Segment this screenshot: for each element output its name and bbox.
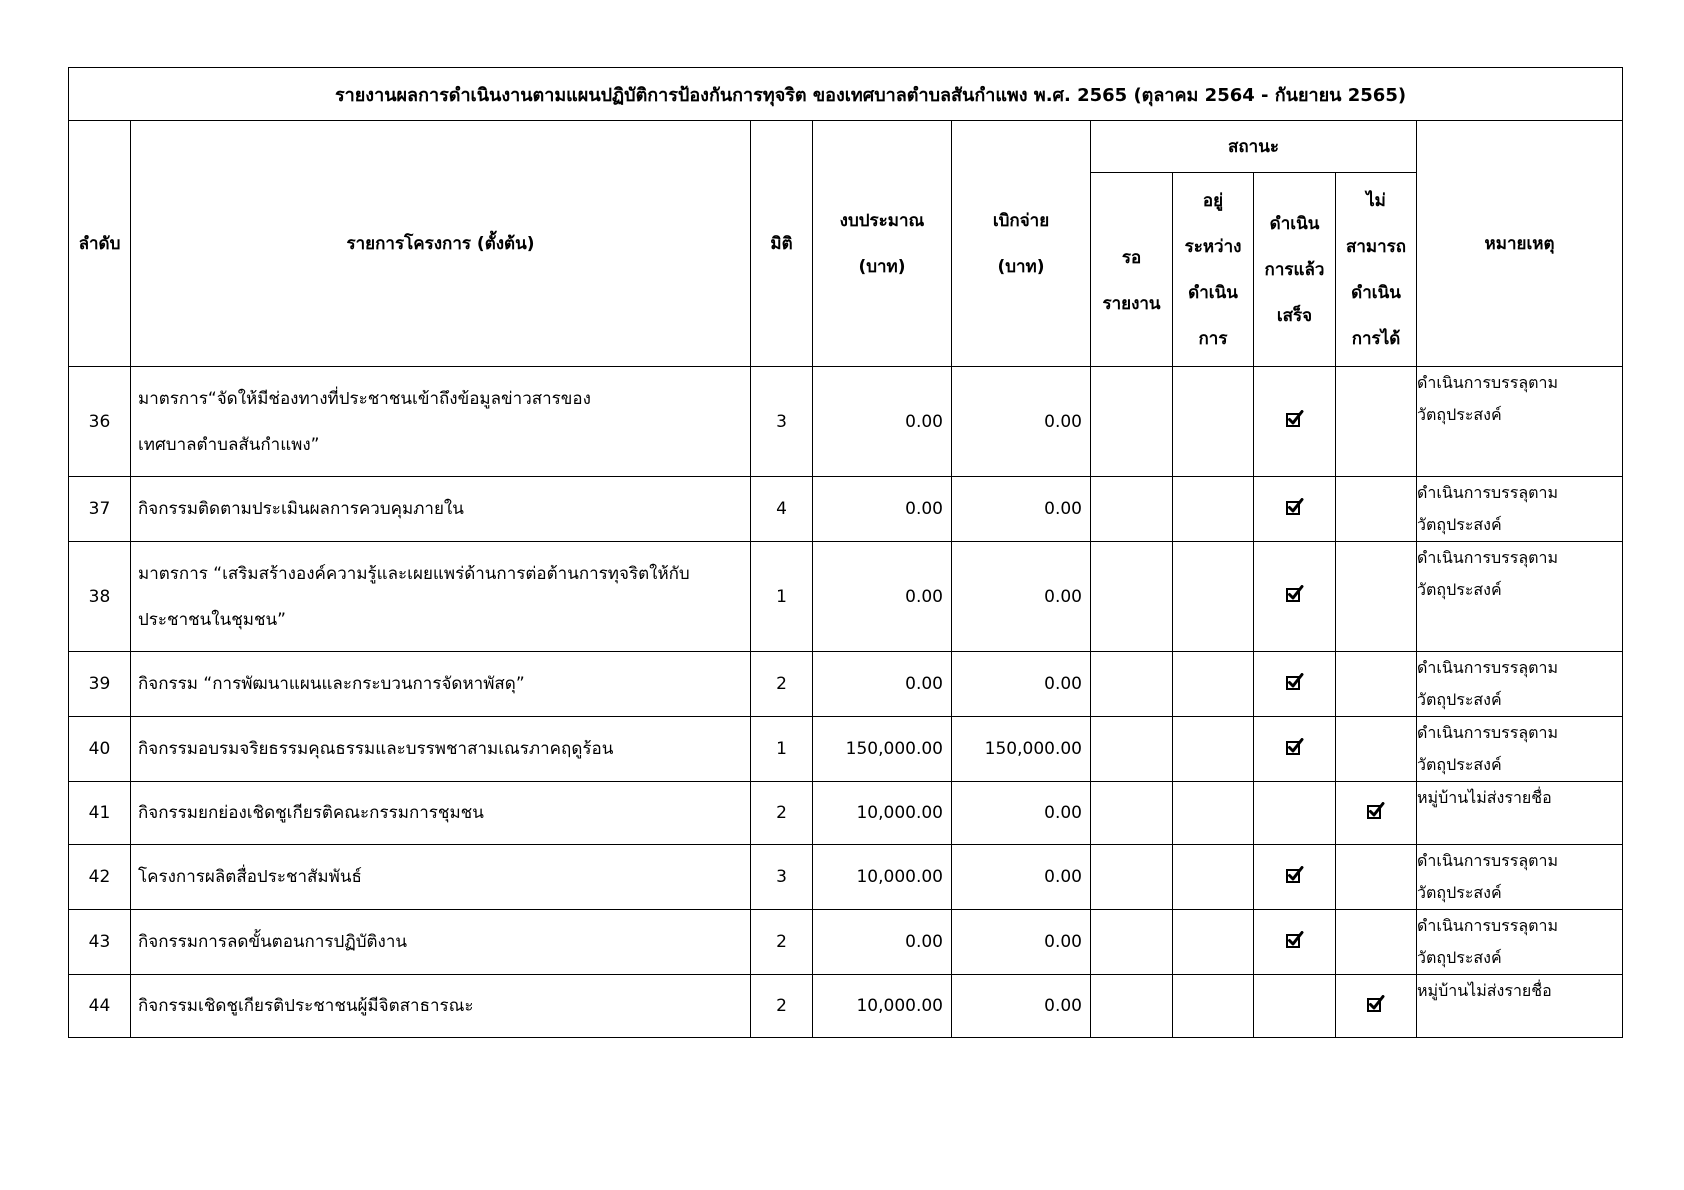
status-done-cell [1254, 367, 1336, 477]
status-inprogress-cell [1173, 975, 1254, 1038]
status-inprogress-cell [1173, 717, 1254, 782]
spent-value: 0.00 [952, 542, 1091, 652]
remark-line1: หมู่บ้านไม่ส่งรายชื่อ [1417, 981, 1552, 1000]
status-inprogress-cell [1173, 477, 1254, 542]
status-done-cell [1254, 782, 1336, 845]
remark-cell [1417, 717, 1623, 782]
status-inprogress-cell [1173, 845, 1254, 910]
header-failed-line4: การได้ [1351, 328, 1401, 349]
status-pending-cell [1091, 910, 1173, 975]
header-dimension: มิติ [751, 121, 813, 367]
status-pending-cell [1091, 975, 1173, 1038]
remark-line2: วัตถุประสงค์ [1417, 515, 1502, 534]
remark-line2: วัตถุประสงค์ [1417, 948, 1502, 967]
row-number: 40 [69, 717, 131, 782]
project-name [131, 975, 751, 1038]
header-inprogress-line2: ระหว่าง [1184, 236, 1242, 257]
budget-value: 0.00 [813, 910, 952, 975]
project-name-line1: กิจกรรมอบรมจริยธรรมคุณธรรมและบรรพชาสามเณรภาคฤดูร้อน [138, 739, 614, 759]
status-done-cell [1254, 845, 1336, 910]
header-status-failed [1336, 173, 1417, 367]
remark-line2: วัตถุประสงค์ [1417, 580, 1502, 599]
remark-line2: วัตถุประสงค์ [1417, 883, 1502, 902]
budget-value: 10,000.00 [813, 845, 952, 910]
table-row [69, 782, 1623, 845]
table-row [69, 477, 1623, 542]
checkmark-icon [1286, 673, 1304, 691]
status-done-cell [1254, 717, 1336, 782]
status-pending-cell [1091, 845, 1173, 910]
header-no: ลำดับ [69, 121, 131, 367]
remark-cell [1417, 542, 1623, 652]
status-pending-cell [1091, 717, 1173, 782]
budget-value: 0.00 [813, 652, 952, 717]
header-budget [813, 121, 952, 367]
table-body [69, 367, 1623, 1038]
project-name-line1: มาตรการ“จัดให้มีช่องทางที่ประชาชนเข้าถึงข้อมูลข่าวสารของ [138, 388, 591, 409]
header-project: รายการโครงการ (ตั้งต้น) [131, 121, 751, 367]
dimension-value: 3 [751, 367, 813, 477]
remark-cell [1417, 910, 1623, 975]
header-inprogress-line1: อยู่ [1202, 190, 1224, 211]
project-name [131, 717, 751, 782]
project-name-line2: เทศบาลตำบลสันกำแพง” [138, 434, 320, 455]
remark-cell [1417, 477, 1623, 542]
project-name-line1: มาตรการ “เสริมสร้างองค์ความรู้และเผยแพร่ด้านการต่อต้านการทุจริตให้กับ [138, 563, 690, 584]
checkmark-icon [1286, 866, 1304, 884]
status-pending-cell [1091, 652, 1173, 717]
status-failed-cell [1336, 717, 1417, 782]
report-table [68, 67, 1623, 1038]
remark-line2: วัตถุประสงค์ [1417, 755, 1502, 774]
remark-line1: ดำเนินการบรรลุตาม [1417, 483, 1559, 502]
budget-value: 0.00 [813, 542, 952, 652]
row-number: 41 [69, 782, 131, 845]
dimension-value: 2 [751, 782, 813, 845]
header-status-pending [1091, 173, 1173, 367]
checkmark-icon [1367, 995, 1385, 1013]
spent-value: 0.00 [952, 910, 1091, 975]
header-status: สถานะ [1091, 121, 1417, 173]
status-done-cell [1254, 477, 1336, 542]
table-row [69, 845, 1623, 910]
dimension-value: 2 [751, 975, 813, 1038]
header-remark: หมายเหตุ [1417, 121, 1623, 367]
project-name [131, 910, 751, 975]
status-inprogress-cell [1173, 542, 1254, 652]
checkmark-icon [1286, 738, 1304, 756]
report-title: รายงานผลการดำเนินงานตามแผนปฏิบัติการป้องกันการทุจริต ของเทศบาลตำบลสันกำแพง พ.ศ. 2565 (ตุลาคม 2564 - กันยายน 2565) [69, 68, 1623, 121]
table-row [69, 975, 1623, 1038]
row-number: 36 [69, 367, 131, 477]
spent-value: 0.00 [952, 652, 1091, 717]
dimension-value: 3 [751, 845, 813, 910]
dimension-value: 2 [751, 652, 813, 717]
project-name-line1: โครงการผลิตสื่อประชาสัมพันธ์ [138, 867, 362, 887]
remark-cell [1417, 367, 1623, 477]
project-name [131, 845, 751, 910]
checkmark-icon [1286, 585, 1304, 603]
status-pending-cell [1091, 782, 1173, 845]
spent-value: 0.00 [952, 477, 1091, 542]
remark-line2: วัตถุประสงค์ [1417, 690, 1502, 709]
dimension-value: 1 [751, 542, 813, 652]
status-pending-cell [1091, 367, 1173, 477]
dimension-value: 1 [751, 717, 813, 782]
status-inprogress-cell [1173, 782, 1254, 845]
remark-cell [1417, 782, 1623, 845]
row-number: 43 [69, 910, 131, 975]
header-done-line2: การแล้ว [1264, 259, 1325, 280]
spent-value: 0.00 [952, 845, 1091, 910]
status-done-cell [1254, 542, 1336, 652]
checkmark-icon [1286, 410, 1304, 428]
row-number: 44 [69, 975, 131, 1038]
row-number: 37 [69, 477, 131, 542]
remark-cell [1417, 975, 1623, 1038]
header-done-line1: ดำเนิน [1269, 213, 1320, 234]
header-failed-line3: ดำเนิน [1351, 282, 1401, 303]
budget-value: 10,000.00 [813, 975, 952, 1038]
status-inprogress-cell [1173, 652, 1254, 717]
status-failed-cell [1336, 910, 1417, 975]
project-name [131, 542, 751, 652]
header-spent [952, 121, 1091, 367]
row-number: 39 [69, 652, 131, 717]
header-inprogress-line3: ดำเนิน [1188, 282, 1238, 303]
header-spent-line2: (บาท) [997, 256, 1045, 277]
budget-value: 150,000.00 [813, 717, 952, 782]
header-pending-line1: รอ [1121, 247, 1142, 268]
spent-value: 0.00 [952, 975, 1091, 1038]
status-done-cell [1254, 652, 1336, 717]
header-spent-line1: เบิกจ่าย [992, 210, 1050, 231]
project-name-line2: ประชาชนในชุมชน” [138, 609, 286, 630]
project-name-line1: กิจกรรมยกย่องเชิดชูเกียรติคณะกรรมการชุมชน [138, 803, 484, 823]
remark-line1: ดำเนินการบรรลุตาม [1417, 658, 1559, 677]
budget-value: 10,000.00 [813, 782, 952, 845]
status-failed-cell [1336, 367, 1417, 477]
project-name-line1: กิจกรรมติดตามประเมินผลการควบคุมภายใน [138, 499, 464, 519]
remark-line1: ดำเนินการบรรลุตาม [1417, 916, 1559, 935]
header-pending-line2: รายงาน [1102, 293, 1161, 314]
header-failed-line1: ไม่ [1366, 190, 1386, 211]
header-status-inprogress [1173, 173, 1254, 367]
project-name [131, 782, 751, 845]
status-pending-cell [1091, 542, 1173, 652]
project-name [131, 367, 751, 477]
status-failed-cell [1336, 652, 1417, 717]
status-inprogress-cell [1173, 910, 1254, 975]
header-inprogress-line4: การ [1198, 328, 1228, 349]
header-budget-line2: (บาท) [858, 256, 906, 277]
status-done-cell [1254, 910, 1336, 975]
budget-value: 0.00 [813, 367, 952, 477]
status-failed-cell [1336, 845, 1417, 910]
project-name-line1: กิจกรรมการลดขั้นตอนการปฏิบัติงาน [138, 932, 408, 952]
table-row [69, 652, 1623, 717]
project-name [131, 477, 751, 542]
report-page [68, 67, 1623, 1038]
checkmark-icon [1286, 498, 1304, 516]
spent-value: 150,000.00 [952, 717, 1091, 782]
table-row [69, 367, 1623, 477]
status-failed-cell [1336, 477, 1417, 542]
remark-line1: ดำเนินการบรรลุตาม [1417, 373, 1559, 392]
project-name-line1: กิจกรรม “การพัฒนาแผนและกระบวนการจัดหาพัสดุ” [138, 674, 525, 694]
header-failed-line2: สามารถ [1345, 236, 1407, 257]
spent-value: 0.00 [952, 367, 1091, 477]
project-name-line1: กิจกรรมเชิดชูเกียรติประชาชนผู้มีจิตสาธารณะ [138, 996, 474, 1016]
status-inprogress-cell [1173, 367, 1254, 477]
dimension-value: 4 [751, 477, 813, 542]
status-failed-cell [1336, 975, 1417, 1038]
row-number: 38 [69, 542, 131, 652]
row-number: 42 [69, 845, 131, 910]
remark-cell [1417, 845, 1623, 910]
remark-line2: วัตถุประสงค์ [1417, 405, 1502, 424]
status-failed-cell [1336, 782, 1417, 845]
remark-line1: ดำเนินการบรรลุตาม [1417, 851, 1559, 870]
remark-line1: หมู่บ้านไม่ส่งรายชื่อ [1417, 788, 1552, 807]
remark-cell [1417, 652, 1623, 717]
table-row [69, 910, 1623, 975]
header-budget-line1: งบประมาณ [839, 210, 925, 231]
project-name [131, 652, 751, 717]
header-status-done [1254, 173, 1336, 367]
spent-value: 0.00 [952, 782, 1091, 845]
dimension-value: 2 [751, 910, 813, 975]
status-pending-cell [1091, 477, 1173, 542]
remark-line1: ดำเนินการบรรลุตาม [1417, 548, 1559, 567]
header-done-line3: เสร็จ [1276, 305, 1313, 326]
budget-value: 0.00 [813, 477, 952, 542]
table-row [69, 542, 1623, 652]
checkmark-icon [1367, 802, 1385, 820]
status-failed-cell [1336, 542, 1417, 652]
status-done-cell [1254, 975, 1336, 1038]
remark-line1: ดำเนินการบรรลุตาม [1417, 723, 1559, 742]
checkmark-icon [1286, 931, 1304, 949]
table-row [69, 717, 1623, 782]
